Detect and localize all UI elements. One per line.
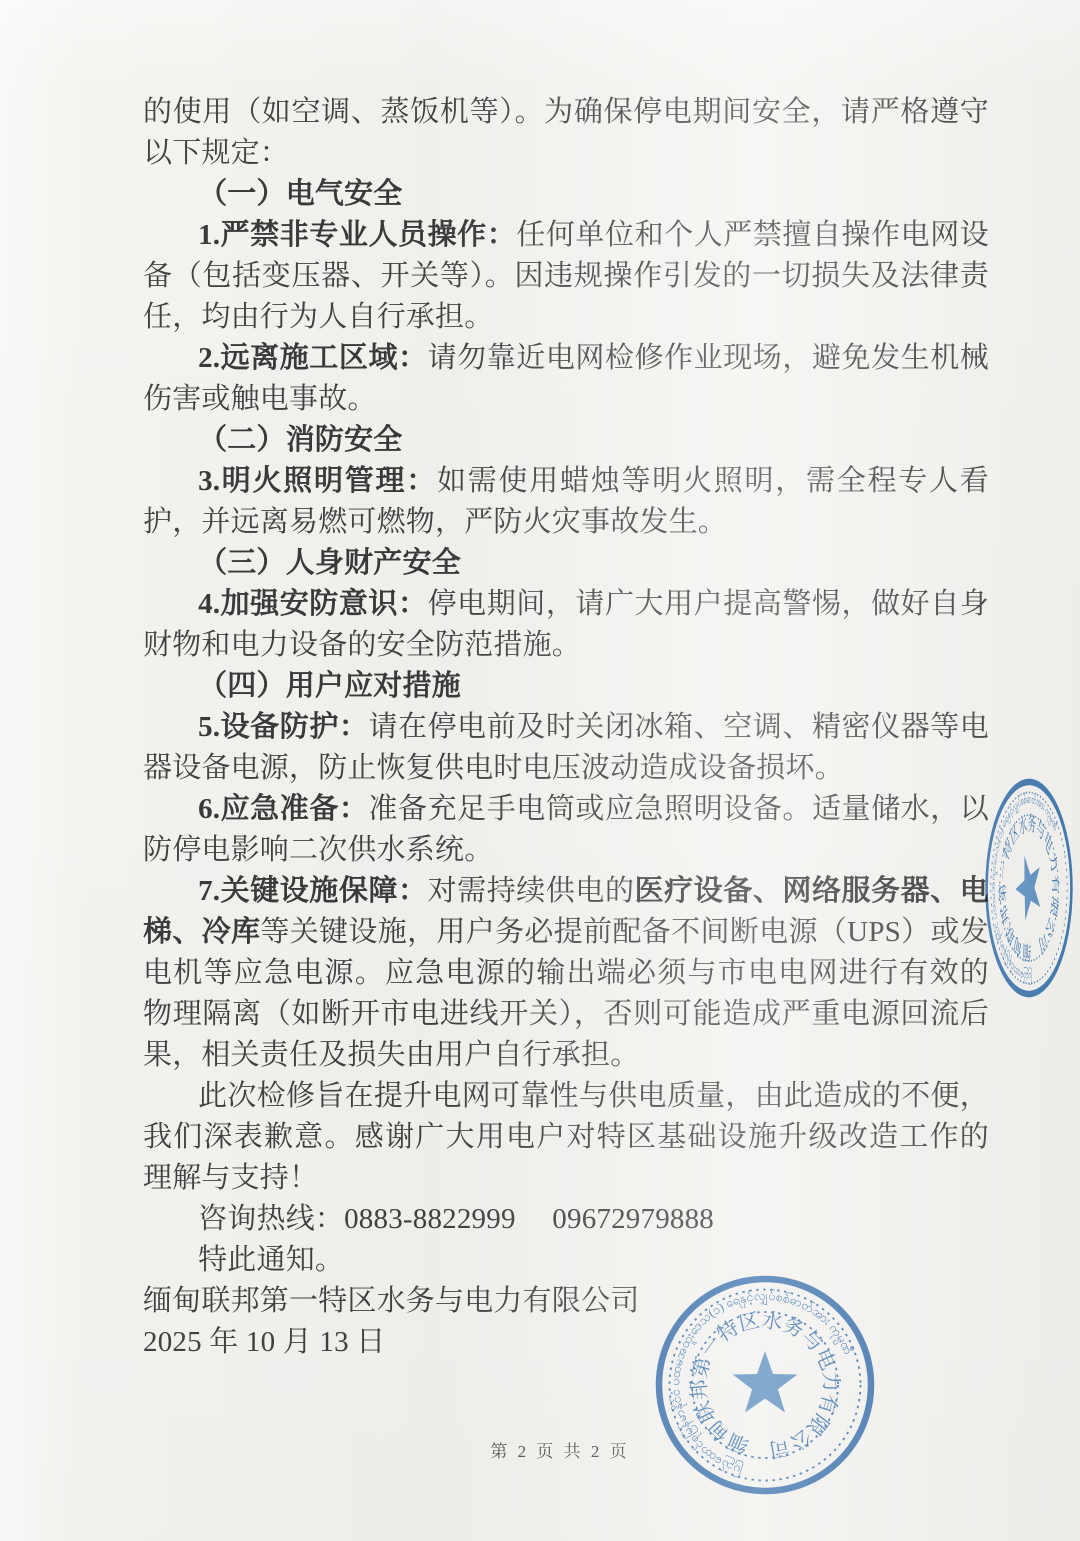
seal-burmese-ring-text: ပြည်ထောင်စုမြန်မာနိုင်ငံ ပထမအထူးဒေသ(၁) ရေနှင့်လျှပ်စစ်ဓာတ်အား ကုမ္ပဏီ <box>990 793 1058 983</box>
text-run: （四）用户应对措施 <box>198 670 461 702</box>
text-run: （三）人身财产安全 <box>198 547 461 579</box>
paragraph <box>143 871 989 1076</box>
text-run: 5.设备防护： <box>198 711 369 743</box>
text-run: 准备充足手电筒或应急照明设备。适量储水，以防停电影响二次供水系统。 <box>143 793 989 866</box>
text-run: 请在停电前及时关闭冰箱、空调、精密仪器等电器设备电源，防止恢复供电时电压波动造成设备损坏。 <box>143 711 989 784</box>
signature-company: 缅甸联邦第一特区水务与电力有限公司 <box>143 1285 640 1317</box>
paragraph <box>143 215 989 338</box>
text-run: 特此通知。 <box>198 1244 345 1276</box>
section-heading <box>143 543 989 584</box>
seal-company-ring-text: 缅甸联邦第一特区水务与电力有限公司 <box>998 813 1060 963</box>
signature-date: 2025 年 10 月 13 日 <box>143 1326 386 1358</box>
paragraphs-container <box>143 92 989 1281</box>
company-seal-stamp <box>652 1272 878 1498</box>
company-seal-graphic <box>652 1272 878 1498</box>
text-run: 3.明火照明管理： <box>198 465 438 497</box>
section-heading <box>143 420 989 461</box>
seal-burmese-ring-text: ပြည်ထောင်စုမြန်မာနိုင်ငံ ပထမအထူးဒေသ(၁) ရေနှင့်လျှပ်စစ်ဓာတ်အား ကုမ္ပဏီ <box>668 1288 856 1478</box>
text-run: 如需使用蜡烛等明火照明，需全程专人看护，并远离易燃可燃物，严防火灾事故发生。 <box>143 465 989 538</box>
page-number: 第 2 页 共 2 页 <box>490 1442 630 1461</box>
document-body <box>143 92 989 1363</box>
section-heading <box>143 666 989 707</box>
paragraph <box>143 338 989 420</box>
company-seal-graphic-edge <box>984 775 1074 1001</box>
text-run: 6.应急准备： <box>198 793 369 825</box>
text-run: 医疗设备、网络服务器、电梯、冷库 <box>143 875 989 948</box>
text-run: 的使用（如空调、蒸饭机等）。为确保停电期间安全，请严格遵守以下规定： <box>143 96 989 169</box>
company-seal-stamp-edge <box>984 775 1074 1001</box>
text-run: 此次检修旨在提升电网可靠性与供电质量，由此造成的不便，我们深表歉意。感谢广大用电户对特区基础设施升级改造工作的理解与支持！ <box>143 1080 989 1194</box>
star-icon <box>733 1351 798 1413</box>
text-run: （二）消防安全 <box>198 424 403 456</box>
paragraph <box>143 461 989 543</box>
paragraph <box>143 1076 989 1199</box>
text-run: 对需持续供电的 <box>427 875 635 907</box>
text-run: 7.关键设施保障： <box>198 875 428 907</box>
text-run: 2.远离施工区域： <box>198 342 428 374</box>
seal-company-ring-text: 缅甸联邦第一特区水务与电力有限公司 <box>688 1309 842 1461</box>
star-icon <box>1012 845 1045 925</box>
text-run: 咨询热线：0883-8822999 09672979888 <box>198 1203 715 1235</box>
text-run: 任何单位和个人严禁擅自操作电网设备（包括变压器、开关等）。因违规操作引发的一切损失及法律责任，均由行为人自行承担。 <box>143 219 990 333</box>
text-run: 4.加强安防意识： <box>198 588 428 620</box>
paragraph <box>143 584 989 666</box>
text-run: 停电期间，请广大用户提高警惕，做好自身财物和电力设备的安全防范措施。 <box>143 588 989 661</box>
text-run: 1.严禁非专业人员操作： <box>198 219 517 251</box>
paragraph <box>143 1199 989 1240</box>
paragraph <box>143 92 989 174</box>
paragraph <box>143 707 989 789</box>
text-run: 请勿靠近电网检修作业现场，避免发生机械伤害或触电事故。 <box>143 342 989 415</box>
text-run: （一）电气安全 <box>198 178 403 210</box>
section-heading <box>143 174 989 215</box>
text-run: 等关键设施，用户务必提前配备不间断电源（UPS）或发电机等应急电源。应急电源的输出端必须与市电电网进行有效的物理隔离（如断开市电进线开关），否则可能造成严重电源回流后果，相关责任及损失由用户自行承担。 <box>143 916 989 1071</box>
paragraph <box>143 789 989 871</box>
